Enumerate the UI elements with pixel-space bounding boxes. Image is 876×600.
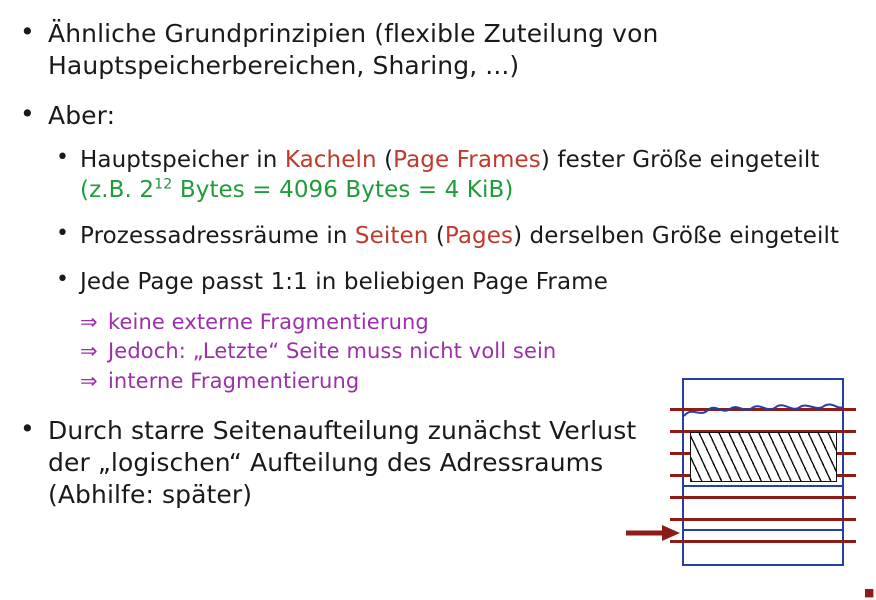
- seiten-text-1: Prozessadressräume in: [80, 222, 355, 249]
- keyword-page-frames: Page Frames: [393, 147, 541, 173]
- bullet-aber: [14, 100, 852, 397]
- bullet-principles: [14, 18, 852, 82]
- seiten-text-2: (: [428, 222, 445, 249]
- bullet-principles-line2: Hauptspeicherbereichen, Sharing, ...): [48, 51, 520, 80]
- keyword-pages: Pages: [444, 222, 514, 249]
- kacheln-size-note-prefix: (z.B. 2: [80, 176, 155, 203]
- sub-bullet-kacheln: [48, 146, 852, 206]
- data-boundary-squiggle: [682, 400, 844, 422]
- kacheln-size-note-exponent: 12: [154, 176, 173, 193]
- closing-line2: der „logischen“ Aufteilung des Adressraums: [48, 448, 604, 477]
- page-boundary-line-5: [670, 496, 856, 499]
- page-boundary-line-7: [670, 540, 856, 543]
- page-boundary-line-6: [670, 518, 856, 521]
- kacheln-size-note-suffix: Bytes = 4096 Bytes = 4 KiB): [172, 176, 514, 203]
- consequence-item-3: ⇒ interne Fragmentierung: [80, 367, 852, 397]
- kacheln-text-2: (: [376, 147, 394, 173]
- pointer-arrow-icon: [624, 522, 682, 544]
- consequence-item-2: ⇒ Jedoch: „Letzte“ Seite muss nicht voll sein: [80, 337, 852, 367]
- bullet-aber-label: Aber:: [48, 101, 116, 130]
- keyword-kacheln: Kacheln: [284, 147, 377, 173]
- slide-corner-marker: ■: [864, 586, 875, 599]
- page-frame-fit-text: Jede Page passt 1:1 in beliebigen Page Frame: [80, 268, 608, 295]
- kacheln-size-note: [80, 177, 513, 203]
- kacheln-text-1: Hauptspeicher in: [80, 147, 285, 173]
- segment-divider-1: [682, 485, 844, 487]
- page-frames-diagram: [648, 372, 860, 572]
- consequence-item-1: ⇒ keine externe Fragmentierung: [80, 308, 852, 338]
- segment-divider-2: [682, 529, 844, 531]
- closing-line1: • Durch starre Seitenaufteilung zunächst Verlust: [48, 416, 637, 445]
- bullet-principles-line1: Ähnliche Grundprinzipien (flexible Zuteilung von: [48, 19, 659, 48]
- hatched-used-region: [690, 432, 837, 482]
- sub-bullet-seiten: [48, 222, 852, 252]
- closing-line3: (Abhilfe: später): [48, 480, 253, 509]
- sub-bullet-list: [48, 146, 852, 397]
- keyword-seiten: Seiten: [354, 222, 429, 249]
- kacheln-text-3: ) fester Größe eingeteilt: [540, 147, 820, 173]
- seiten-text-3: ) derselben Größe eingeteilt: [513, 222, 840, 249]
